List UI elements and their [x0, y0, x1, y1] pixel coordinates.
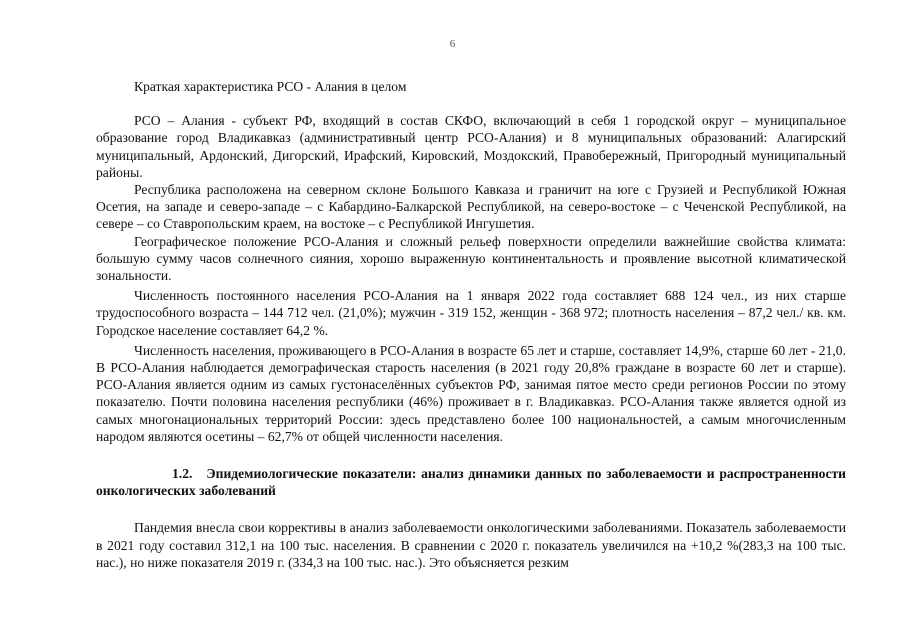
paragraph-administrative: РСО – Алания - субъект РФ, входящий в состав СКФО, включающий в себя 1 городской округ – муниципальное образование город Владикавказ (административный центр РСО-Алания) и 8 муниципальных образований: Алагирский муниципальный, Ардонский, Дигорский, Ирафский, Кировский, Моздокский, Правобережный, Пригородный муниципальный районы. [96, 113, 846, 180]
page-number: 6 [449, 38, 456, 50]
document-body [96, 78, 846, 571]
section-title: Эпидемиологические показатели: анализ динамики данных по заболеваемости и распространенности онкологических заболеваний [96, 466, 846, 499]
paragraph-climate: Географическое положение РСО-Алания и сложный рельеф поверхности определили важнейшие свойства климата: большую сумму часов солнечного сияния, хорошо выраженную континентальность и проявление высотной климатической зональности. [96, 233, 846, 284]
paragraph-population: Численность постоянного населения РСО-Алания на 1 января 2022 года составляет 688 124 чел., из них старше трудоспособного возраста – 144 712 чел. (21,0%); мужчин - 319 152, женщин - 368 972; плотность населения – 87,2 чел./ кв. км. Городское население составляет 64,2 %. [96, 288, 846, 338]
paragraph-borders: Республика расположена на северном склоне Большого Кавказа и граничит на юге с Грузией и Республикой Южная Осетия, на западе и северо-западе – с Кабардино-Балкарской Республикой, на северо-востоке – с Чеченской Республикой, на севере – со Ставропольским краем, на востоке – с Республикой Ингушетия. [96, 182, 846, 232]
section-heading [96, 465, 846, 499]
paragraph-pandemic: Пандемия внесла свои коррективы в анализ заболеваемости онкологическими заболеваниями. Показатель заболеваемости в 2021 году составил 312,1 на 100 тыс. населения. В сравнении с 2020 г. показатель увеличился на +10,2 %(283,3 на 100 тыс. нас.), но ниже показателя 2019 г. (334,3 на 100 тыс. нас.). Это объясняется резким [96, 520, 846, 570]
section-number: 1.2. [172, 466, 193, 482]
intro-title: Краткая характеристика РСО - Алания в целом [134, 79, 407, 94]
paragraph-demographics: Численность населения, проживающего в РСО-Алания в возрасте 65 лет и старше, составляет 14,9%, старше 60 лет - 21,0. В РСО-Алания наблюдается демографическая старость населения (в 2021 году 20,8% граждане в возрасте 60 лет и старше). РСО-Алания является одним из самых густонаселённых субъектов РФ, занимая пятое место среди регионов России по этому показателю. Почти половина населения республики (46%) проживает в г. Владикавказ. РСО-Алания также является одной из самых многонациональных территорий России: здесь представлено более 100 национальностей, а самым многочисленным народом являются осетины – 62,7% от общей численности населения. [96, 342, 846, 444]
